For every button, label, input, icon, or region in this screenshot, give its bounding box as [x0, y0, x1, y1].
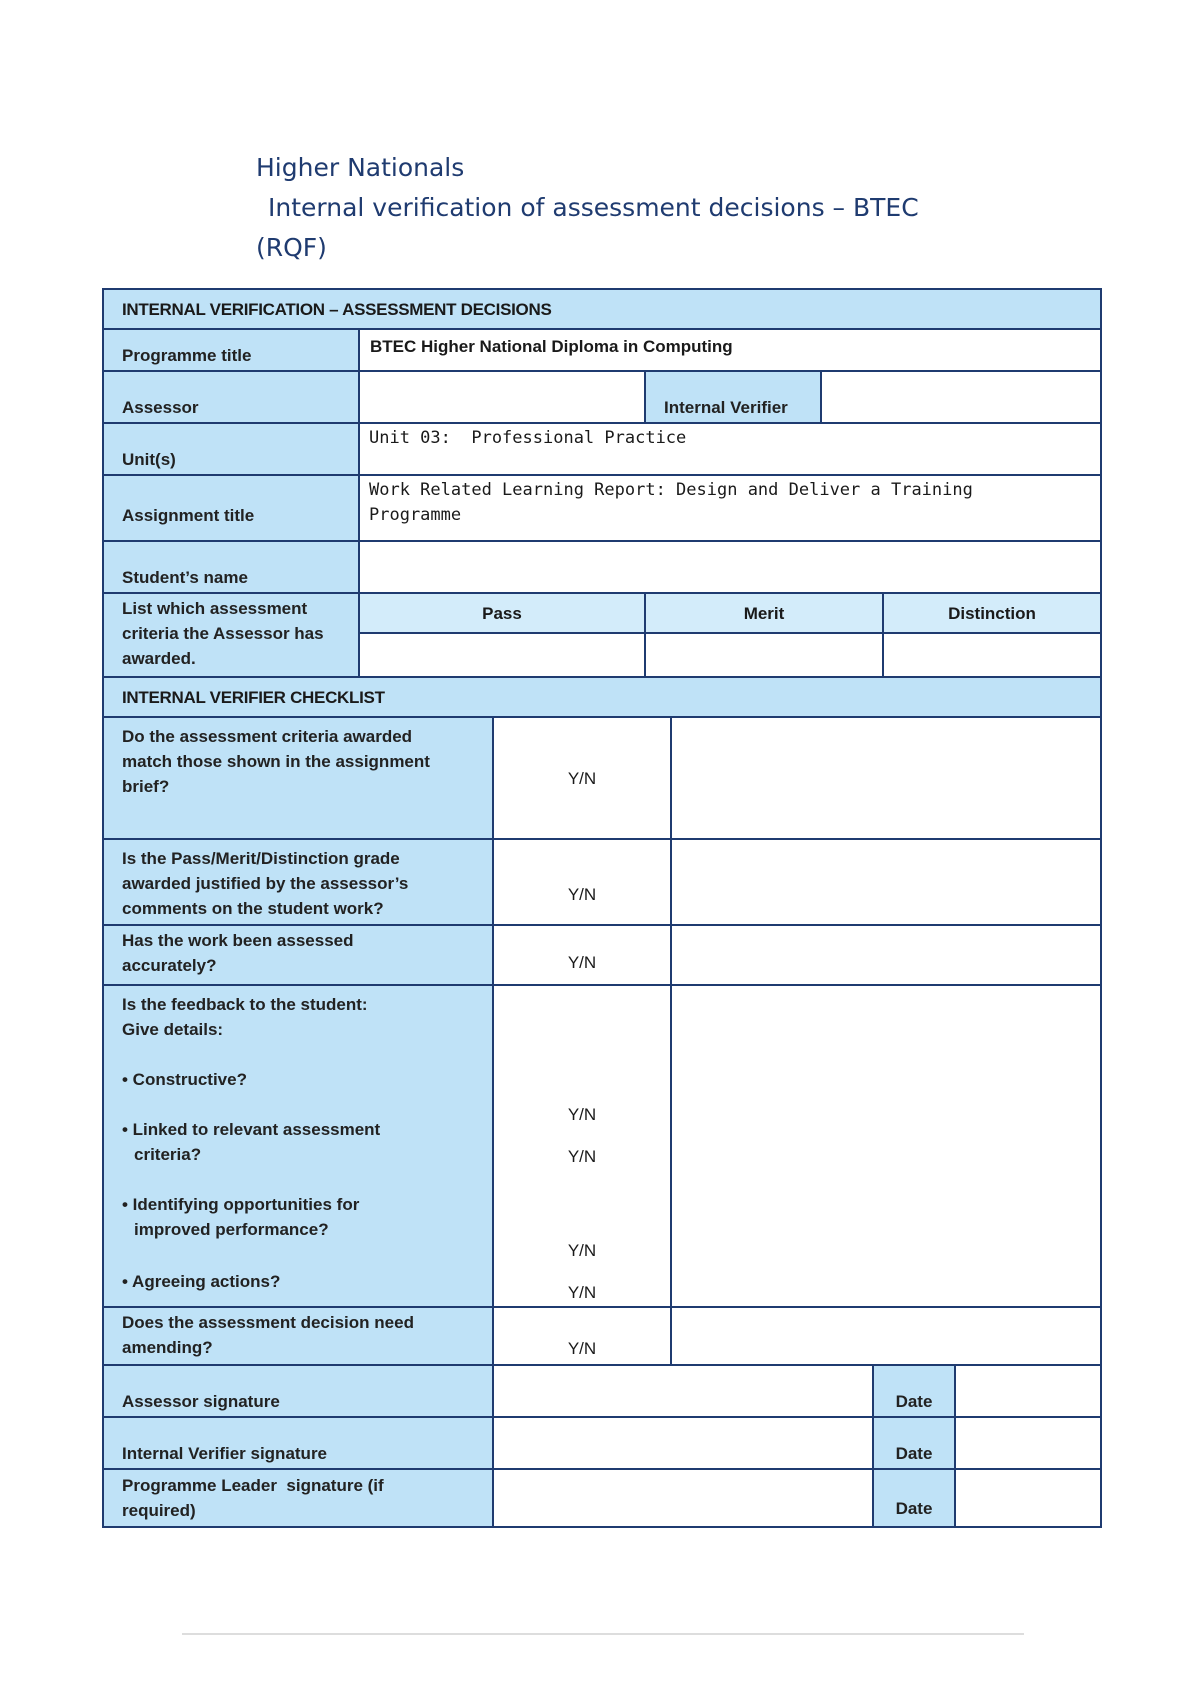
checklist-q1-label — [102, 716, 494, 840]
q1-line-3: brief? — [122, 777, 170, 796]
student-name-field[interactable] — [358, 540, 1102, 594]
units-label — [102, 422, 360, 476]
page-title — [256, 148, 919, 268]
distinction-header — [882, 592, 1102, 634]
programme-title-label — [102, 328, 360, 372]
section-header-text: INTERNAL VERIFICATION – ASSESSMENT DECISIONS — [122, 299, 552, 319]
units-field[interactable] — [358, 422, 1102, 476]
q1-line-2: match those shown in the assignment — [122, 752, 430, 771]
q2-line-2: awarded justified by the assessor’s — [122, 874, 409, 893]
title-line-1: Higher Nationals — [256, 153, 465, 182]
pl-signature-label — [102, 1468, 494, 1528]
q4-comment-field[interactable] — [670, 984, 1102, 1308]
assessor-date-label-text: Date — [895, 1392, 933, 1411]
q2-comment-field[interactable] — [670, 838, 1102, 926]
checklist-q2-label — [102, 838, 494, 926]
q1-yn-field[interactable] — [492, 716, 672, 840]
iv-date-label — [872, 1416, 956, 1470]
assignment-title-value-line-1: Work Related Learning Report: Design and Deliver a Training — [369, 480, 973, 500]
internal-verifier-label-text: Internal Verifier — [664, 398, 788, 417]
internal-verifier-field[interactable] — [820, 370, 1102, 424]
q5-line-2: amending? — [122, 1338, 213, 1357]
iv-signature-label — [102, 1416, 494, 1470]
student-name-label-text: Student’s name — [122, 568, 248, 587]
pl-signature-field[interactable] — [492, 1468, 874, 1528]
programme-title-label-text: Programme title — [122, 346, 252, 365]
q3-yn-field[interactable] — [492, 924, 672, 986]
q2-line-3: comments on the student work? — [122, 899, 384, 918]
q3-yn-text: Y/N — [567, 953, 597, 972]
assessor-field[interactable] — [358, 370, 646, 424]
programme-title-field[interactable] — [358, 328, 1102, 372]
units-value: Unit 03: Professional Practice — [369, 428, 687, 448]
section-header — [102, 288, 1102, 330]
q4-intro-line-2: Give details: — [122, 1020, 224, 1039]
assessor-signature-field[interactable] — [492, 1364, 874, 1418]
q5-yn-field[interactable] — [492, 1306, 672, 1366]
distinction-header-text: Distinction — [948, 603, 1036, 623]
q4-item-linked-cont: criteria? — [134, 1145, 202, 1164]
assessor-date-field[interactable] — [954, 1364, 1102, 1418]
pass-header-text: Pass — [482, 603, 522, 623]
programme-title-value: BTEC Higher National Diploma in Computing — [370, 337, 733, 356]
q4-yn-text-3: Y/N — [567, 1241, 597, 1260]
q5-yn-text: Y/N — [567, 1339, 597, 1358]
q4-yn-text-2: Y/N — [567, 1147, 597, 1166]
merit-criteria-field[interactable] — [644, 632, 884, 678]
q3-comment-field[interactable] — [670, 924, 1102, 986]
title-line-2: Internal verification of assessment decisions – BTEC — [268, 193, 919, 222]
q4-intro-line-1: Is the feedback to the student: — [122, 995, 368, 1014]
pl-signature-label-line-2: required) — [122, 1501, 196, 1520]
checklist-q4-label — [102, 984, 494, 1308]
assignment-title-label-text: Assignment title — [122, 506, 255, 525]
assessment-form — [102, 288, 1102, 1531]
assessor-label-text: Assessor — [122, 398, 199, 417]
pass-header — [358, 592, 646, 634]
q4-item-linked: • Linked to relevant assessment — [122, 1120, 381, 1139]
q5-line-1: Does the assessment decision need — [122, 1313, 414, 1332]
criteria-label-line-2: criteria the Assessor has — [122, 624, 324, 643]
pl-date-field[interactable] — [954, 1468, 1102, 1528]
q4-item-identifying: • Identifying opportunities for — [122, 1195, 360, 1214]
q4-item-constructive: • Constructive? — [122, 1070, 247, 1089]
distinction-criteria-field[interactable] — [882, 632, 1102, 678]
assignment-title-field[interactable] — [358, 474, 1102, 542]
q2-line-1: Is the Pass/Merit/Distinction grade — [122, 849, 400, 868]
iv-signature-field[interactable] — [492, 1416, 874, 1470]
units-label-text: Unit(s) — [122, 450, 176, 469]
iv-date-label-text: Date — [895, 1444, 933, 1463]
q4-item-agreeing: • Agreeing actions? — [122, 1272, 281, 1291]
criteria-label-line-1: List which assessment — [122, 599, 308, 618]
q1-line-1: Do the assessment criteria awarded — [122, 727, 413, 746]
criteria-label-line-3: awarded. — [122, 649, 196, 668]
assignment-title-value-line-2: Programme — [369, 505, 462, 525]
student-name-label — [102, 540, 360, 594]
assessor-label — [102, 370, 360, 424]
internal-verifier-label — [644, 370, 822, 424]
q2-yn-field[interactable] — [492, 838, 672, 926]
footer-divider — [182, 1633, 1024, 1635]
q4-yn-text-4: Y/N — [567, 1283, 597, 1302]
q4-item-identifying-cont: improved performance? — [134, 1220, 329, 1239]
checklist-q3-label — [102, 924, 494, 986]
q1-comment-field[interactable] — [670, 716, 1102, 840]
iv-date-field[interactable] — [954, 1416, 1102, 1470]
assignment-title-label — [102, 474, 360, 542]
q3-line-1: Has the work been assessed — [122, 931, 354, 950]
assessor-signature-label-text: Assessor signature — [122, 1392, 280, 1411]
iv-signature-label-text: Internal Verifier signature — [122, 1444, 328, 1463]
pl-date-label — [872, 1468, 956, 1528]
assessor-date-label — [872, 1364, 956, 1418]
pl-date-label-text: Date — [895, 1499, 933, 1518]
checklist-header-text: INTERNAL VERIFIER CHECKLIST — [122, 687, 385, 707]
pass-criteria-field[interactable] — [358, 632, 646, 678]
pl-signature-label-line-1: Programme Leader signature (if — [122, 1476, 384, 1495]
q2-yn-text: Y/N — [567, 885, 597, 904]
q5-comment-field[interactable] — [670, 1306, 1102, 1366]
q1-yn-text: Y/N — [567, 769, 597, 788]
checklist-q5-label — [102, 1306, 494, 1366]
assessor-signature-label — [102, 1364, 494, 1418]
q3-line-2: accurately? — [122, 956, 217, 975]
merit-header-text: Merit — [743, 603, 785, 623]
checklist-header — [102, 676, 1102, 718]
merit-header — [644, 592, 884, 634]
q4-yn-text-1: Y/N — [567, 1105, 597, 1124]
q4-yn-field[interactable] — [492, 984, 672, 1308]
criteria-awarded-label — [102, 592, 360, 678]
title-line-3: (RQF) — [256, 233, 327, 262]
